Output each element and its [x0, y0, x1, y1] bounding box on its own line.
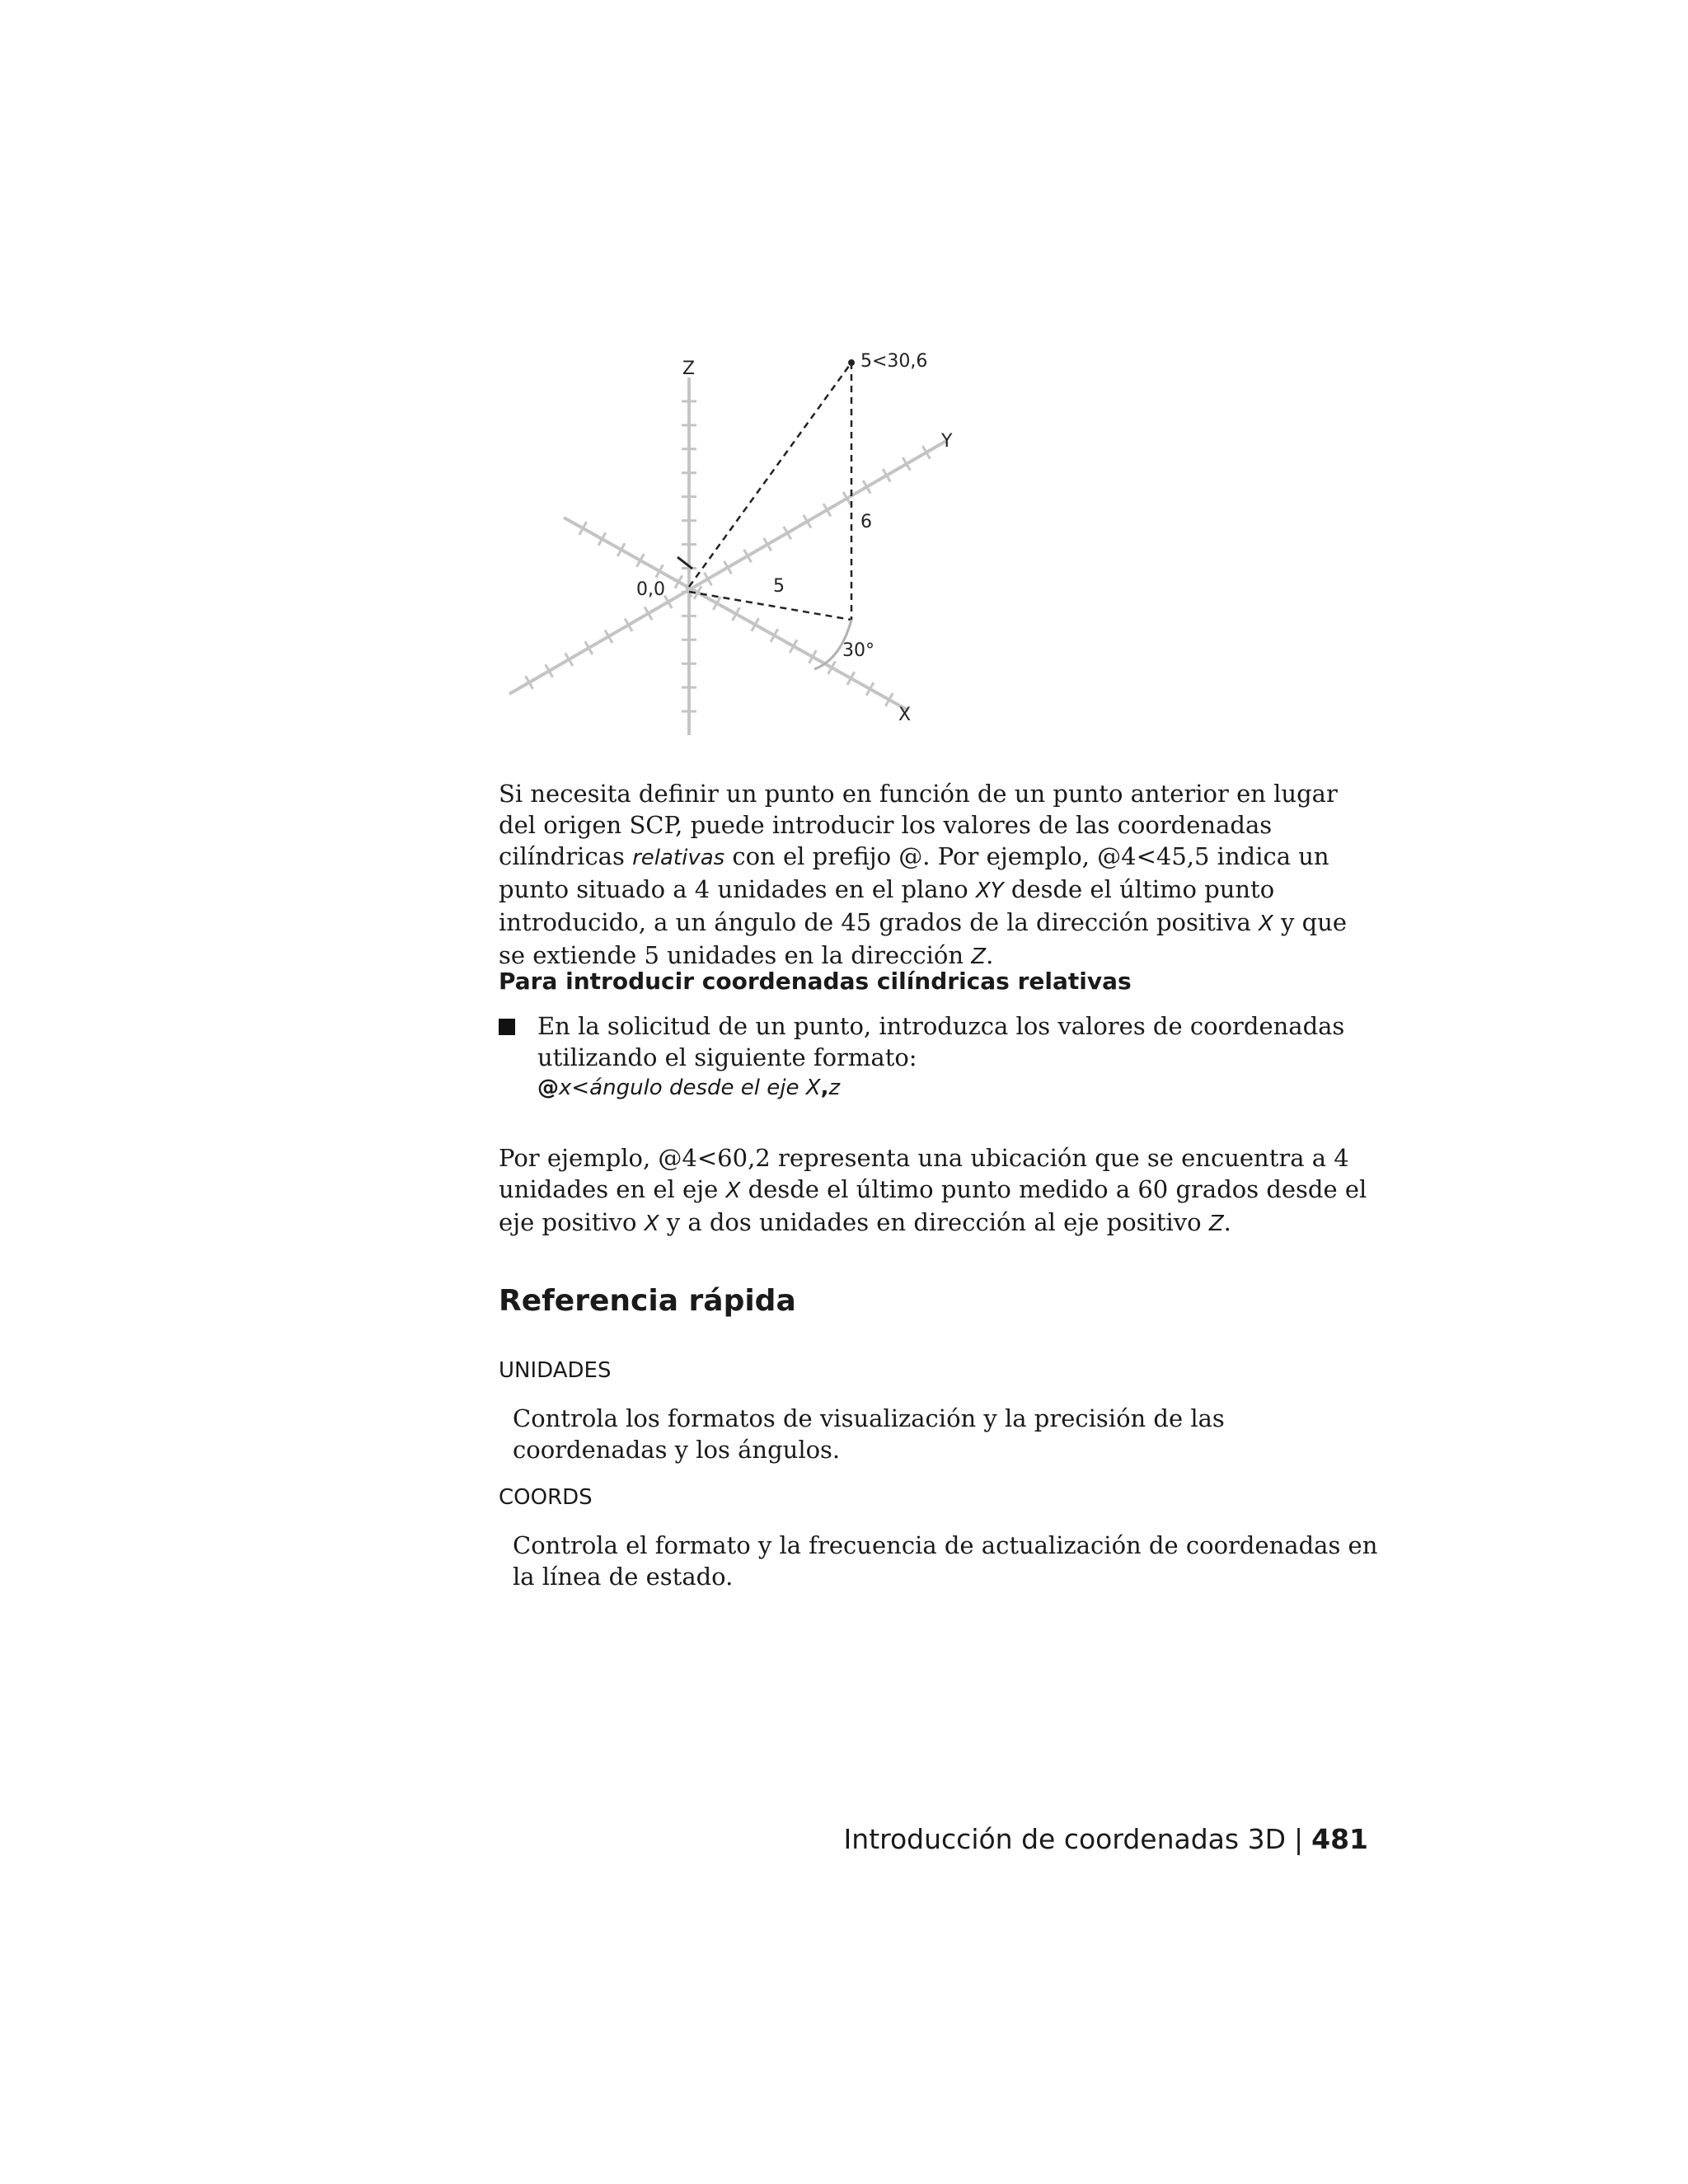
emphasis: XY — [975, 879, 1004, 903]
quick-reference-heading: Referencia rápida — [499, 1284, 796, 1318]
origin-label: 0,0 — [636, 579, 665, 600]
x-axis-label: X — [898, 705, 912, 725]
page-number: 481 — [1311, 1823, 1368, 1855]
command-name-coords[interactable]: COORDS — [499, 1485, 593, 1510]
text-run: Por ejemplo, @4<60,2 representa una ubicación que se encuentra a 4 unidades en el eje — [499, 1144, 1349, 1203]
height-label: 6 — [860, 512, 872, 532]
emphasis: X — [725, 1179, 741, 1203]
angle-label: 30° — [842, 640, 874, 661]
emphasis: relativas — [632, 846, 725, 870]
text-run: . — [1223, 1208, 1231, 1236]
example-paragraph — [499, 1142, 1379, 1240]
command-name-unidades[interactable]: UNIDADES — [499, 1358, 612, 1383]
emphasis: X — [1259, 912, 1273, 936]
axis-ticks — [526, 401, 931, 711]
emphasis: Z — [971, 944, 987, 969]
page-footer — [844, 1823, 1368, 1855]
emphasis: Z — [1208, 1212, 1224, 1236]
axes — [509, 377, 946, 735]
text-run: y a dos unidades en dirección al eje positivo — [659, 1208, 1209, 1236]
text-run: con el prefijo @. Por ejemplo, @4<45,5 indica un punto situado a 4 unidades en el plano — [499, 842, 1329, 903]
format-body: x<ángulo desde el eje X — [559, 1076, 821, 1100]
radius-label: 5 — [773, 576, 785, 597]
intro-paragraph — [499, 778, 1379, 972]
command-description: Controla los formatos de visualización y la precisión de las coordenadas y los ángulos. — [513, 1404, 1225, 1464]
procedure-heading: Para introducir coordenadas cilíndricas relativas — [499, 968, 1132, 995]
dashed-diagonal — [689, 363, 851, 587]
command-description: Controla el formato y la frecuencia de actualización de coordenadas en la línea de estado. — [513, 1531, 1378, 1591]
y-axis-label: Y — [941, 431, 953, 452]
format-comma: , — [820, 1076, 829, 1100]
z-axis-label: Z — [682, 359, 696, 379]
emphasis: X — [644, 1212, 659, 1236]
footer-separator: | — [1293, 1823, 1304, 1855]
text-run: desde el último punto introducido, a un ángulo de 45 grados de la dirección positiva — [499, 875, 1275, 936]
dashed-radius — [689, 592, 851, 620]
text-run: . — [986, 941, 994, 969]
format-end: z — [828, 1076, 841, 1100]
procedure-step: En la solicitud de un punto, introduzca los valores de coordenadas utilizando el siguiente formato: — [537, 1012, 1345, 1071]
format-syntax — [537, 1076, 840, 1100]
cylindrical-coordinates-figure — [495, 338, 1006, 750]
bullet-square-icon — [499, 1019, 515, 1035]
construction-lines — [689, 363, 851, 620]
point-marker — [848, 359, 855, 366]
text-run: Si necesita definir un punto en función de un punto anterior en lugar del origen SCP, puede introducir los valores de las coordenadas cilíndricas — [499, 780, 1338, 870]
text-run: desde el último punto medido a 60 grados desde el eje positivo — [499, 1175, 1367, 1236]
text-run: y que se extiende 5 unidades en la dirección — [499, 908, 1348, 969]
point-label: 5<30,6 — [860, 351, 928, 372]
footer-section-title: Introducción de coordenadas 3D — [843, 1823, 1286, 1855]
format-at: @ — [537, 1076, 559, 1100]
